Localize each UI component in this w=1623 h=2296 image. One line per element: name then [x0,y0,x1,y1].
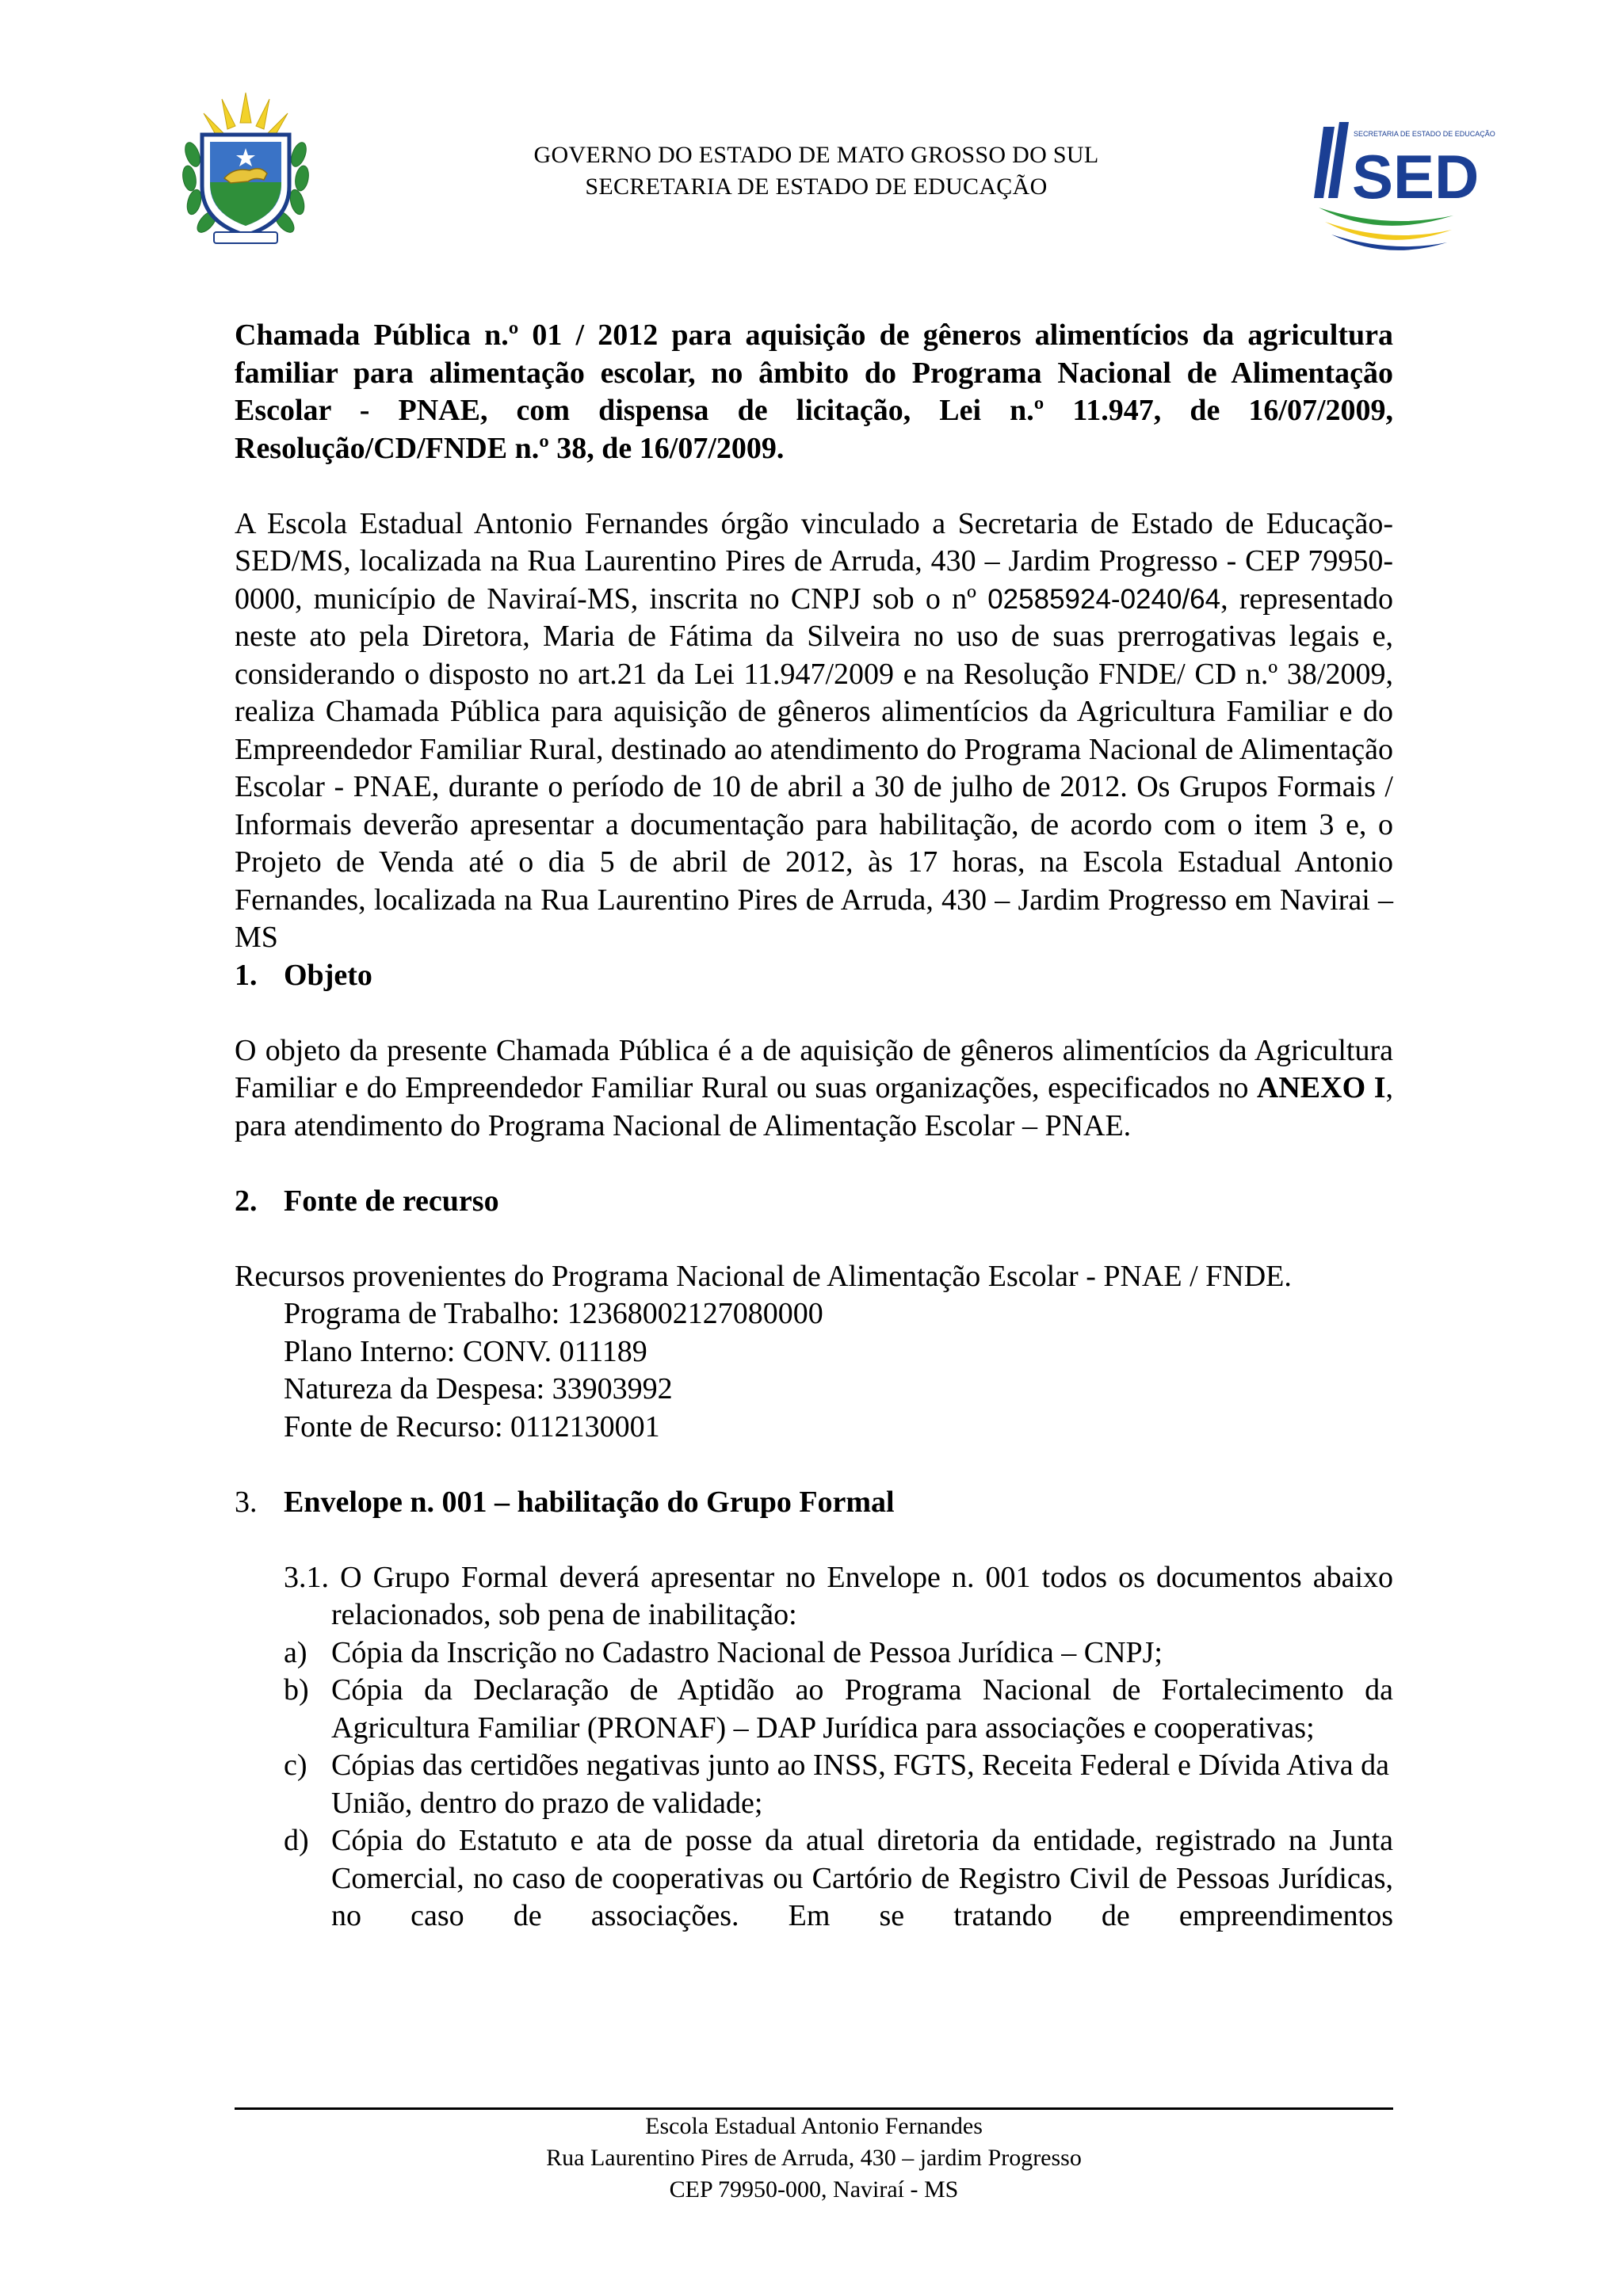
list-item [235,1822,1393,1936]
footer-school-name: Escola Estadual Antonio Fernandes [645,2113,983,2139]
section-1-heading [235,957,1393,995]
intro-text-2: , representado neste ato pela Diretora, Maria de Fátima da Silveira no uso de suas prerrogativas legais e, considerando o disposto no art.21 da Lei 11.947/2009 e na Resolução FNDE/ CD n.º 38/2009, realiza Chamada Pública para aquisição de gêneros alimentícios da Agricultura Familiar e do Empreendedor Familiar Rural, destinado ao atendimento do Programa Nacional de Alimentação Escolar - PNAE, durante o período de 10 de abril a 30 de julho de 2012. Os Grupos Formais / Informais deverão apresentar a documentação para habilitação, de acordo com o item 3 e, o Projeto de Venda até o dia 5 de abril de 2012, às 17 horas, na Escola Estadual Antonio Fernandes, localizada na Rua Laurentino Pires de Arruda, 430 – Jardim Progresso em Navirai – MS [235,582,1393,954]
section-1-text-b: , para atendimento do Programa Nacional de Alimentação Escolar – PNAE. [235,1071,1393,1142]
subsection-3-1-text: O Grupo Formal deverá apresentar no Envelope n. 001 todos os documentos abaixo relacionados, sob pena de inabilitação: [331,1560,1394,1631]
list-item [235,1672,1393,1747]
intro-paragraph [235,505,1393,957]
section-2-heading [235,1183,1393,1221]
sed-logo-text: SED [1352,142,1480,212]
subsection-3-1 [235,1559,1393,1634]
section-1-title: Objeto [284,958,372,992]
section-1-text-a: O objeto da presente Chamada Pública é a de aquisição de gêneros alimentícios da Agricultura Familiar e do Empreendedor Familiar Rural ou suas organizações, especificados no [235,1033,1393,1104]
internal-plan-line: Plano Interno: CONV. 011189 [284,1334,647,1368]
section-2-number: 2. [235,1184,258,1218]
intro-text-1: A Escola Estadual Antonio Fernandes órgão vinculado a Secretaria de Estado de Educação-SED/MS, localizada na Rua Laurentino Pires de Arruda, 430 – Jardim Progresso - CEP 79950-0000, município de Naviraí-MS, inscrita no CNPJ sob o nº [235,506,1393,616]
footer-address: Rua Laurentino Pires de Arruda, 430 – jardim Progresso [546,2145,1082,2171]
list-item-text: Cópia do Estatuto e ata de posse da atual diretoria da entidade, registrado na Junta Comercial, no caso de cooperativas ou Cartório de Registro Civil de Pessoas Jurídicas, no caso de associações. Em se tratando de empreendimentos [331,1824,1393,1932]
list-item [235,1747,1393,1822]
document-body [235,317,1393,1936]
coat-of-arms-icon [178,91,313,246]
sed-logo-caption: SECRETARIA DE ESTADO DE EDUCAÇÃO [1354,130,1495,138]
expense-nature-line: Natureza da Despesa: 33903992 [284,1372,673,1405]
annex-reference: ANEXO I [1256,1071,1386,1104]
cnpj-number: 02585924-0240/64 [987,583,1221,615]
call-title: Chamada Pública n.º 01 / 2012 para aquisição de gêneros alimentícios da agricultura familiar para alimentação escolar, no âmbito do Programa Nacional de Alimentação Escolar - PNAE, com dispensa de licitação, Lei n.º 11.947, de 16/07/2009, Resolução/CD/FNDE n.º 38, de 16/07/2009. [235,318,1393,465]
section-1-text [235,1032,1393,1146]
list-item-text: Cópia da Inscrição no Cadastro Nacional de Pessoa Jurídica – CNPJ; [331,1635,1163,1669]
header-line-government: GOVERNO DO ESTADO DE MATO GROSSO DO SUL [533,142,1099,168]
header-text [341,139,1292,203]
page-footer [235,2111,1393,2206]
section-3-heading [235,1484,1393,1522]
list-item-text: Cópias das certidões negativas junto ao INSS, FGTS, Receita Federal e Dívida Ativa da União, dentro do prazo de validade; [331,1749,1389,1820]
section-2-text: Recursos provenientes do Programa Nacional de Alimentação Escolar - PNAE / FNDE. [235,1259,1292,1293]
section-1-number: 1. [235,958,258,992]
section-3-title: Envelope n. 001 – habilitação do Grupo Formal [284,1485,895,1519]
list-item-label: d) [284,1824,309,1857]
list-item-label: b) [284,1673,309,1707]
subsection-3-1-number: 3.1. [284,1560,329,1594]
list-item-label: c) [284,1749,307,1782]
section-3-number: 3. [235,1485,258,1519]
resource-source-line: Fonte de Recurso: 0112130001 [284,1409,660,1444]
work-program-line: Programa de Trabalho: 12368002127080000 [284,1297,823,1330]
list-item [235,1634,1393,1672]
sed-logo-icon [1308,111,1495,254]
list-item-label: a) [284,1635,307,1669]
header-line-secretary: SECRETARIA DE ESTADO DE EDUCAÇÃO [585,174,1048,200]
footer-postal: CEP 79950-000, Naviraí - MS [669,2176,959,2203]
list-item-text: Cópia da Declaração de Aptidão ao Programa Nacional de Fortalecimento da Agricultura Familiar (PRONAF) – DAP Jurídica para associações e cooperativas; [331,1673,1393,1745]
footer-divider [235,2107,1393,2110]
section-2-title: Fonte de recurso [284,1184,499,1218]
